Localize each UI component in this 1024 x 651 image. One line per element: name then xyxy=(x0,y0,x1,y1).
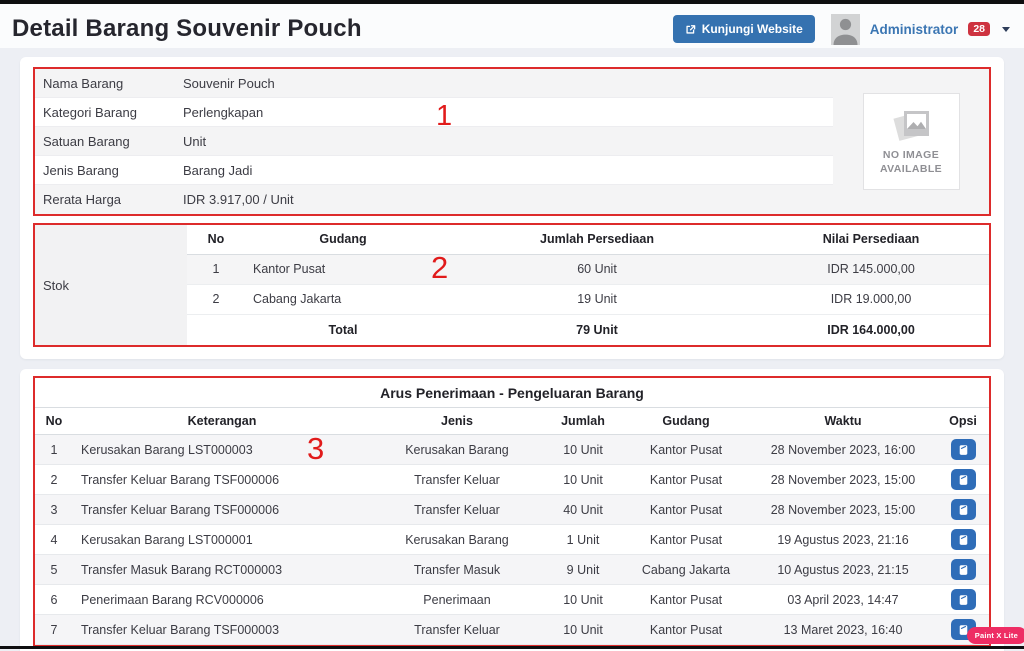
movement-row xyxy=(35,525,989,555)
movement-keterangan: Transfer Keluar Barang TSF000006 xyxy=(73,465,371,495)
movement-jumlah: 1 Unit xyxy=(543,525,623,555)
column-header-gudang: Gudang xyxy=(623,408,749,435)
item-detail-card xyxy=(20,57,1004,359)
attribute-value: IDR 3.917,00 / Unit xyxy=(183,192,294,207)
movement-history-card xyxy=(20,369,1004,651)
movement-no: 6 xyxy=(35,585,73,615)
item-attribute-list xyxy=(35,69,833,214)
photo-icon xyxy=(889,106,933,144)
column-header-jumlah: Jumlah xyxy=(543,408,623,435)
annotated-region-1 xyxy=(33,67,991,216)
attribute-label: Jenis Barang xyxy=(43,162,119,178)
detail-log-button[interactable] xyxy=(951,499,976,520)
stock-row xyxy=(187,284,989,314)
movement-waktu: 28 November 2023, 15:00 xyxy=(749,495,937,525)
column-header-keterangan: Keterangan xyxy=(73,408,371,435)
stock-jumlah: 60 Unit xyxy=(441,254,753,284)
annotation-number-2: 2 xyxy=(431,250,449,285)
movement-jenis: Transfer Keluar xyxy=(371,495,543,525)
detail-log-button[interactable] xyxy=(951,529,976,550)
stock-jumlah: 19 Unit xyxy=(441,284,753,314)
column-header-nilai-persediaan: Nilai Persediaan xyxy=(753,225,989,254)
chevron-down-icon[interactable] xyxy=(1002,27,1010,32)
movement-keterangan: Transfer Keluar Barang TSF000006 xyxy=(73,495,371,525)
movement-jenis: Kerusakan Barang xyxy=(371,525,543,555)
column-header-gudang: Gudang xyxy=(245,225,441,254)
detail-log-button[interactable] xyxy=(951,439,976,460)
column-header-waktu: Waktu xyxy=(749,408,937,435)
journal-icon xyxy=(958,564,969,576)
stock-total-row xyxy=(187,314,989,345)
main-content xyxy=(0,48,1024,651)
movement-keterangan: Kerusakan Barang LST000001 xyxy=(73,525,371,555)
movement-waktu: 10 Agustus 2023, 21:15 xyxy=(749,555,937,585)
movement-waktu: 28 November 2023, 15:00 xyxy=(749,465,937,495)
attribute-row xyxy=(35,127,833,156)
attribute-row xyxy=(35,98,833,127)
journal-icon xyxy=(958,534,969,546)
annotation-number-3: 3 xyxy=(307,431,325,466)
movement-gudang: Kantor Pusat xyxy=(623,435,749,465)
movement-jenis: Penerimaan xyxy=(371,585,543,615)
header-actions xyxy=(673,14,1010,45)
stock-total-jumlah: 79 Unit xyxy=(576,322,618,337)
movement-gudang: Kantor Pusat xyxy=(623,495,749,525)
detail-log-button[interactable] xyxy=(951,469,976,490)
movement-row xyxy=(35,615,989,645)
movement-gudang: Kantor Pusat xyxy=(623,465,749,495)
no-image-text: NO IMAGE AVAILABLE xyxy=(879,149,943,175)
movement-gudang: Kantor Pusat xyxy=(623,615,749,645)
movement-table-header xyxy=(35,408,989,435)
movement-jumlah: 10 Unit xyxy=(543,465,623,495)
notification-badge: 28 xyxy=(968,22,990,37)
movement-gudang: Cabang Jakarta xyxy=(623,555,749,585)
movement-table xyxy=(35,407,989,645)
movement-jumlah: 10 Unit xyxy=(543,435,623,465)
movement-jumlah: 40 Unit xyxy=(543,495,623,525)
annotated-region-2 xyxy=(33,223,991,347)
movement-jenis: Transfer Masuk xyxy=(371,555,543,585)
movement-row xyxy=(35,585,989,615)
stock-nilai: IDR 19.000,00 xyxy=(753,284,989,314)
movement-row xyxy=(35,435,989,465)
annotation-number-1: 1 xyxy=(436,100,453,132)
movement-jenis: Transfer Keluar xyxy=(371,615,543,645)
movement-table-title: Arus Penerimaan - Pengeluaran Barang xyxy=(380,385,644,401)
user-avatar[interactable] xyxy=(831,14,860,45)
movement-no: 2 xyxy=(35,465,73,495)
stock-nilai: IDR 145.000,00 xyxy=(753,254,989,284)
item-image-cell xyxy=(833,69,989,214)
attribute-row xyxy=(35,185,833,214)
no-image-placeholder xyxy=(863,93,960,190)
movement-gudang: Kantor Pusat xyxy=(623,585,749,615)
visit-website-label: Kunjungi Website xyxy=(701,22,803,36)
user-name[interactable]: Administrator xyxy=(869,21,959,37)
page-title: Detail Barang Souvenir Pouch xyxy=(12,15,362,42)
journal-icon xyxy=(958,594,969,606)
attribute-value: Barang Jadi xyxy=(183,162,253,178)
movement-keterangan: Transfer Masuk Barang RCT000003 xyxy=(73,555,371,585)
column-header-jenis: Jenis xyxy=(371,408,543,435)
detail-log-button[interactable] xyxy=(951,559,976,580)
movement-jumlah: 10 Unit xyxy=(543,615,623,645)
attribute-value: Souvenir Pouch xyxy=(183,75,275,91)
stock-no: 2 xyxy=(187,284,245,314)
external-link-icon xyxy=(685,24,696,35)
movement-waktu: 13 Maret 2023, 16:40 xyxy=(749,615,937,645)
attribute-row xyxy=(35,69,833,98)
column-header-no: No xyxy=(187,225,245,254)
stock-row xyxy=(187,254,989,284)
movement-jumlah: 10 Unit xyxy=(543,585,623,615)
attribute-label: Rerata Harga xyxy=(43,192,122,207)
stock-gudang: Kantor Pusat xyxy=(245,254,441,284)
journal-icon xyxy=(958,474,969,486)
movement-jenis: Kerusakan Barang xyxy=(371,435,543,465)
journal-icon xyxy=(958,504,969,516)
stock-no: 1 xyxy=(187,254,245,284)
movement-keterangan: Kerusakan Barang LST000003 xyxy=(73,435,371,465)
attribute-label: Satuan Barang xyxy=(43,133,130,149)
stock-section-label: Stok xyxy=(35,225,187,345)
app-header xyxy=(0,0,1024,48)
annotated-region-3 xyxy=(33,376,991,647)
attribute-label: Kategori Barang xyxy=(43,104,137,120)
movement-row xyxy=(35,555,989,585)
attribute-value: Unit xyxy=(183,133,207,149)
movement-no: 3 xyxy=(35,495,73,525)
detail-log-button[interactable] xyxy=(951,589,976,610)
movement-no: 4 xyxy=(35,525,73,555)
attribute-label: Nama Barang xyxy=(43,75,124,91)
movement-row xyxy=(35,465,989,495)
movement-row xyxy=(35,495,989,525)
attribute-row xyxy=(35,156,833,185)
movement-no: 1 xyxy=(35,435,73,465)
movement-gudang: Kantor Pusat xyxy=(623,525,749,555)
movement-no: 5 xyxy=(35,555,73,585)
column-header-no: No xyxy=(35,408,73,435)
movement-waktu: 28 November 2023, 16:00 xyxy=(749,435,937,465)
movement-keterangan: Transfer Keluar Barang TSF000003 xyxy=(73,615,371,645)
stock-total-label: Total xyxy=(328,322,358,337)
movement-no: 7 xyxy=(35,615,73,645)
visit-website-button[interactable] xyxy=(673,15,815,43)
movement-keterangan: Penerimaan Barang RCV000006 xyxy=(73,585,371,615)
movement-jenis: Transfer Keluar xyxy=(371,465,543,495)
column-header-jumlah-persediaan: Jumlah Persediaan xyxy=(441,225,753,254)
column-header-opsi: Opsi xyxy=(937,408,989,435)
attribute-value: Perlengkapan xyxy=(183,104,264,120)
journal-icon xyxy=(958,444,969,456)
screen-top-edge xyxy=(0,0,1024,4)
stock-total-nilai: IDR 164.000,00 xyxy=(827,322,915,337)
movement-jumlah: 9 Unit xyxy=(543,555,623,585)
stock-table xyxy=(187,225,989,345)
stock-table-header xyxy=(187,225,989,254)
movement-waktu: 19 Agustus 2023, 21:16 xyxy=(749,525,937,555)
stock-gudang: Cabang Jakarta xyxy=(245,284,441,314)
movement-waktu: 03 April 2023, 14:47 xyxy=(749,585,937,615)
paint-x-lite-watermark: Paint X Lite xyxy=(967,627,1024,644)
